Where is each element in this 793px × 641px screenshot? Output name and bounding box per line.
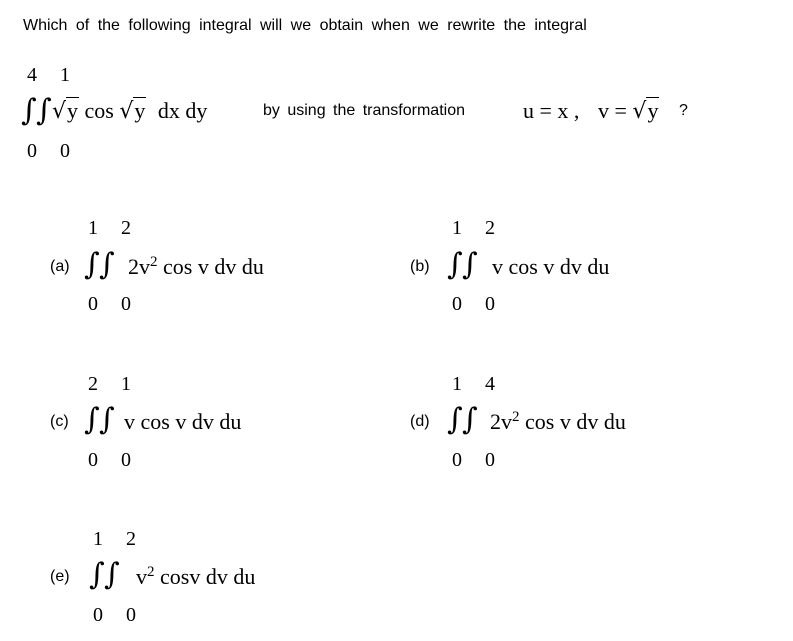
v-equation: v = √y [598, 98, 659, 124]
option-b-lower: 0 0 [452, 293, 504, 315]
u-equation: u = x , [523, 98, 580, 123]
question-text: Which of the following integral will we obtain when we rewrite the integral [23, 17, 587, 34]
transformation-text: by using the transformation [263, 102, 465, 119]
option-c-upper: 2 1 [88, 373, 140, 395]
option-d-label: (d) [410, 413, 430, 430]
option-e-upper: 1 2 [93, 528, 145, 550]
option-d-upper: 1 4 [452, 373, 504, 395]
sqrt-y-2: √y [119, 98, 146, 124]
option-b-integral-sign: ∫∫ [447, 247, 478, 282]
differentials: dx dy [157, 98, 208, 123]
original-upper-limits: 4 1 [27, 64, 79, 86]
original-integrand [52, 98, 207, 124]
option-b-integrand: v cos v dv du [492, 254, 610, 279]
double-integral-sign: ∫∫ [21, 93, 52, 128]
option-c-integral-sign: ∫∫ [84, 402, 115, 437]
option-a-upper: 1 2 [88, 217, 140, 239]
option-d-integral-sign: ∫∫ [447, 402, 478, 437]
option-c-integrand: v cos v dv du [124, 409, 242, 434]
option-a-label: (a) [50, 258, 70, 275]
cos-text: cos [84, 98, 114, 123]
option-c-lower: 0 0 [88, 449, 140, 471]
option-b-label: (b) [410, 258, 430, 275]
original-lower-limits: 0 0 [27, 140, 79, 162]
option-e-integrand: $v^2$ cosv dv du [136, 563, 256, 589]
sqrt-y: √y [52, 98, 79, 124]
option-a-integral-sign: ∫∫ [84, 247, 115, 282]
option-d-integrand: $2v^2$ cos v dv du [490, 408, 626, 434]
option-e-label: (e) [50, 568, 70, 585]
question-mark: ? [679, 102, 688, 119]
option-e-lower: 0 0 [93, 604, 145, 626]
option-e-integral-sign: ∫∫ [89, 557, 120, 592]
option-c-label: (c) [50, 413, 69, 430]
option-a-integrand: $2v^2$ cos v dv du [128, 253, 264, 279]
option-d-lower: 0 0 [452, 449, 504, 471]
option-a-lower: 0 0 [88, 293, 140, 315]
option-b-upper: 1 2 [452, 217, 504, 239]
